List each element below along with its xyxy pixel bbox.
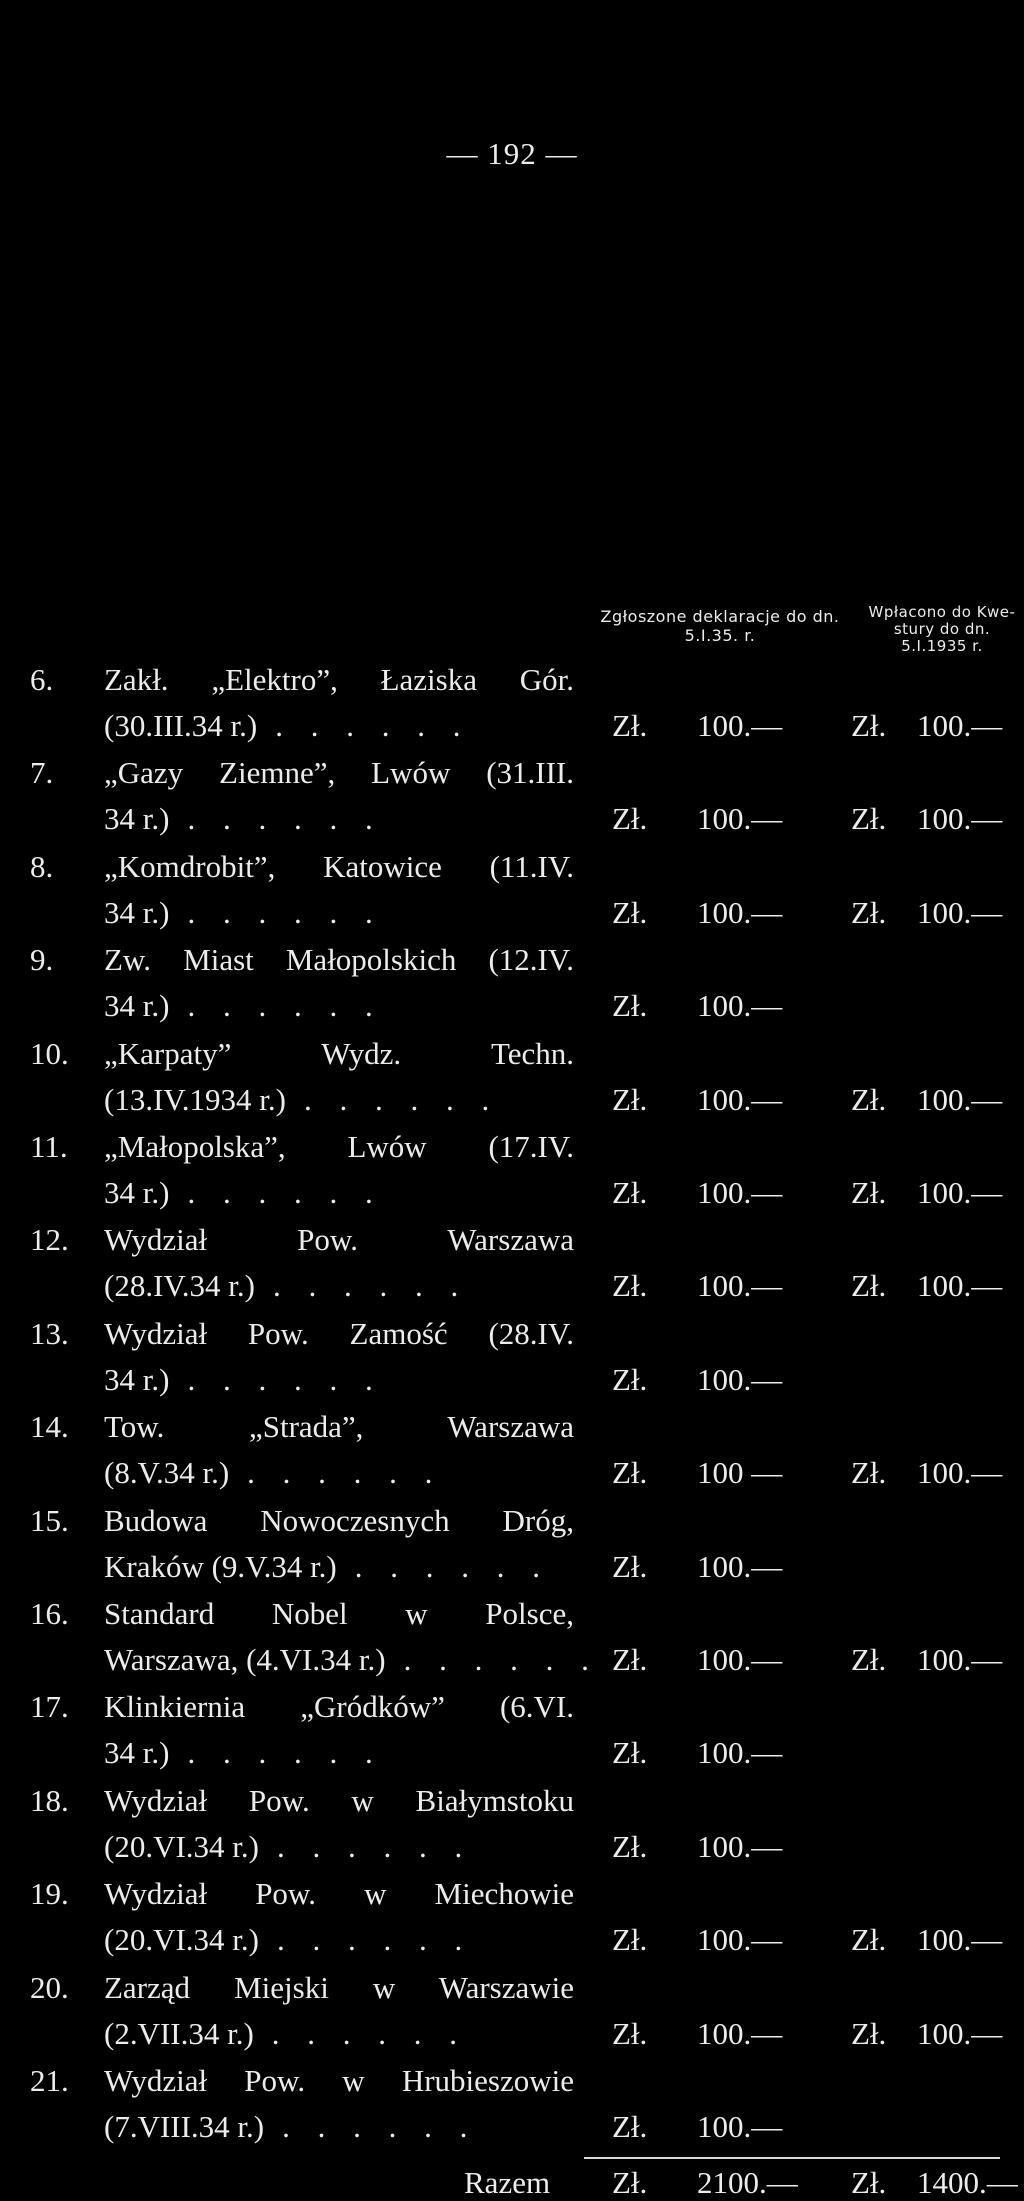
entry-name: Wydział Pow. Warszawa xyxy=(104,1222,574,1257)
entry-number: 19. xyxy=(30,1876,69,1911)
leader-dots: . . . . . . xyxy=(271,2016,468,2051)
entry-name: Budowa Nowoczesnych Dróg, xyxy=(104,1503,574,1538)
entry-date: (8.V.34 r.) xyxy=(104,1455,230,1490)
leader-dots: . . . . . . xyxy=(187,988,383,1023)
total-paid-currency: Zł. xyxy=(851,2165,887,2200)
declared-currency: Zł. xyxy=(612,2109,648,2144)
paid-value: 100.— xyxy=(917,1268,1003,1303)
declared-currency: Zł. xyxy=(612,1829,648,1864)
declared-currency: Zł. xyxy=(612,2016,648,2051)
leader-dots: . . . . . . xyxy=(187,1362,383,1397)
entry-name: Wydział Pow. Zamość (28.IV. xyxy=(104,1316,574,1351)
declared-currency: Zł. xyxy=(612,708,648,743)
declared-currency: Zł. xyxy=(612,801,648,836)
paid-currency: Zł. xyxy=(851,1268,887,1303)
page-number: — 192 — xyxy=(446,136,578,171)
declared-value: 100 — xyxy=(697,1455,783,1490)
declared-value: 100.— xyxy=(697,1922,783,1957)
declared-value: 100.— xyxy=(697,1175,783,1210)
leader-dots: . . . . . . xyxy=(303,1082,500,1117)
declared-currency: Zł. xyxy=(612,1549,648,1584)
entry-name: Standard Nobel w Polsce, xyxy=(104,1596,574,1631)
entry-date: 34 r.) xyxy=(104,988,170,1023)
entry-number: 17. xyxy=(30,1689,69,1724)
total-declared-value: 2100.— xyxy=(697,2165,798,2200)
declared-value: 100.— xyxy=(697,1829,783,1864)
declared-currency: Zł. xyxy=(612,1455,648,1490)
entry-date: (20.VI.34 r.) xyxy=(104,1829,259,1864)
column-header-declared: Zgłoszone deklaracje do dn. 5.I.35. r. xyxy=(600,607,840,645)
entry-number: 6. xyxy=(30,662,54,697)
entry-date: (20.VI.34 r.) xyxy=(104,1922,259,1957)
paid-value: 100.— xyxy=(917,2016,1003,2051)
entry-number: 13. xyxy=(30,1316,69,1351)
entry-date: (13.IV.1934 r.) xyxy=(104,1082,286,1117)
declared-currency: Zł. xyxy=(612,1735,648,1770)
entry-name: „Małopolska”, Lwów (17.IV. xyxy=(104,1129,574,1164)
paid-currency: Zł. xyxy=(851,895,887,930)
entry-name: Wydział Pow. w Białymstoku xyxy=(104,1783,574,1818)
declared-value: 100.— xyxy=(697,708,783,743)
entry-date: Kraków (9.V.34 r.) xyxy=(104,1549,337,1584)
declared-value: 100.— xyxy=(697,801,783,836)
paid-value: 100.— xyxy=(917,1455,1003,1490)
total-rule xyxy=(584,2157,1000,2159)
entry-number: 7. xyxy=(30,755,54,790)
paid-currency: Zł. xyxy=(851,708,887,743)
entry-number: 11. xyxy=(30,1129,68,1164)
paid-value: 100.— xyxy=(917,1082,1003,1117)
leader-dots: . . . . . . xyxy=(272,1268,469,1303)
column-header-paid: Wpłacono do Kwe- stury do dn. 5.I.1935 r. xyxy=(868,603,1016,655)
declared-currency: Zł. xyxy=(612,895,648,930)
paid-value: 100.— xyxy=(917,1175,1003,1210)
paid-currency: Zł. xyxy=(851,2016,887,2051)
declared-value: 100.— xyxy=(697,2016,783,2051)
entry-name: „Gazy Ziemne”, Lwów (31.III. xyxy=(104,755,574,790)
declared-currency: Zł. xyxy=(612,1082,648,1117)
entry-date: (28.IV.34 r.) xyxy=(104,1268,255,1303)
total-label: Razem xyxy=(464,2165,551,2200)
leader-dots: . . . . . . xyxy=(354,1549,551,1584)
leader-dots: . . . . . . xyxy=(276,1829,473,1864)
declared-value: 100.— xyxy=(697,988,783,1023)
entry-date: (7.VIII.34 r.) xyxy=(104,2109,265,2144)
entry-number: 14. xyxy=(30,1409,69,1444)
leader-dots: . . . . . . xyxy=(275,708,471,743)
paid-value: 100.— xyxy=(917,708,1003,743)
declared-currency: Zł. xyxy=(612,1642,648,1677)
paid-value: 100.— xyxy=(917,1642,1003,1677)
leader-dots: . . . . . . xyxy=(247,1455,443,1490)
leader-dots: . . . . . . xyxy=(187,1735,383,1770)
entry-date: 34 r.) xyxy=(104,1175,170,1210)
entry-date: (2.VII.34 r.) xyxy=(104,2016,254,2051)
entry-number: 18. xyxy=(30,1783,69,1818)
declared-value: 100.— xyxy=(697,1082,783,1117)
entry-date: 34 r.) xyxy=(104,801,170,836)
declared-currency: Zł. xyxy=(612,1268,648,1303)
declared-currency: Zł. xyxy=(612,1922,648,1957)
entry-number: 15. xyxy=(30,1503,69,1538)
paid-value: 100.— xyxy=(917,895,1003,930)
paid-currency: Zł. xyxy=(851,801,887,836)
declared-value: 100.— xyxy=(697,2109,783,2144)
declared-value: 100.— xyxy=(697,1268,783,1303)
entry-number: 8. xyxy=(30,849,54,884)
leader-dots: . . . . . . xyxy=(187,801,383,836)
entry-number: 9. xyxy=(30,942,54,977)
leader-dots: . . . . . . xyxy=(403,1642,599,1677)
entry-name: Zakł. „Elektro”, Łaziska Gór. xyxy=(104,662,574,697)
declared-value: 100.— xyxy=(697,1362,783,1397)
entry-name: Klinkiernia „Gródków” (6.VI. xyxy=(104,1689,574,1724)
entry-name: Zw. Miast Małopolskich (12.IV. xyxy=(104,942,574,977)
paid-value: 100.— xyxy=(917,1922,1003,1957)
entry-number: 21. xyxy=(30,2063,69,2098)
declared-value: 100.— xyxy=(697,1735,783,1770)
entry-number: 16. xyxy=(30,1596,69,1631)
entry-number: 20. xyxy=(30,1970,69,2005)
declared-currency: Zł. xyxy=(612,988,648,1023)
entry-name: Tow. „Strada”, Warszawa xyxy=(104,1409,574,1444)
paid-currency: Zł. xyxy=(851,1922,887,1957)
entry-name: Zarząd Miejski w Warszawie xyxy=(104,1970,574,2005)
total-declared-currency: Zł. xyxy=(612,2165,648,2200)
declared-value: 100.— xyxy=(697,1549,783,1584)
declared-value: 100.— xyxy=(697,1642,783,1677)
entry-date: (30.III.34 r.) xyxy=(104,708,258,743)
leader-dots: . . . . . . xyxy=(276,1922,473,1957)
entry-number: 10. xyxy=(30,1036,69,1071)
entry-number: 12. xyxy=(30,1222,69,1257)
entry-date: 34 r.) xyxy=(104,1735,170,1770)
leader-dots: . . . . . . xyxy=(282,2109,478,2144)
declared-currency: Zł. xyxy=(612,1175,648,1210)
entry-date: Warszawa, (4.VI.34 r.) xyxy=(104,1642,386,1677)
entry-name: „Komdrobit”, Katowice (11.IV. xyxy=(104,849,574,884)
paid-value: 100.— xyxy=(917,801,1003,836)
paid-currency: Zł. xyxy=(851,1175,887,1210)
paid-currency: Zł. xyxy=(851,1082,887,1117)
entry-date: 34 r.) xyxy=(104,895,170,930)
paid-currency: Zł. xyxy=(851,1642,887,1677)
leader-dots: . . . . . . xyxy=(187,895,383,930)
paid-currency: Zł. xyxy=(851,1455,887,1490)
declared-currency: Zł. xyxy=(612,1362,648,1397)
entry-name: Wydział Pow. w Miechowie xyxy=(104,1876,574,1911)
total-paid-value: 1400.— xyxy=(917,2165,1018,2200)
entry-name: Wydział Pow. w Hrubieszowie xyxy=(104,2063,574,2098)
entry-date: 34 r.) xyxy=(104,1362,170,1397)
entry-name: „Karpaty” Wydz. Techn. xyxy=(104,1036,574,1071)
declared-value: 100.— xyxy=(697,895,783,930)
leader-dots: . . . . . . xyxy=(187,1175,383,1210)
